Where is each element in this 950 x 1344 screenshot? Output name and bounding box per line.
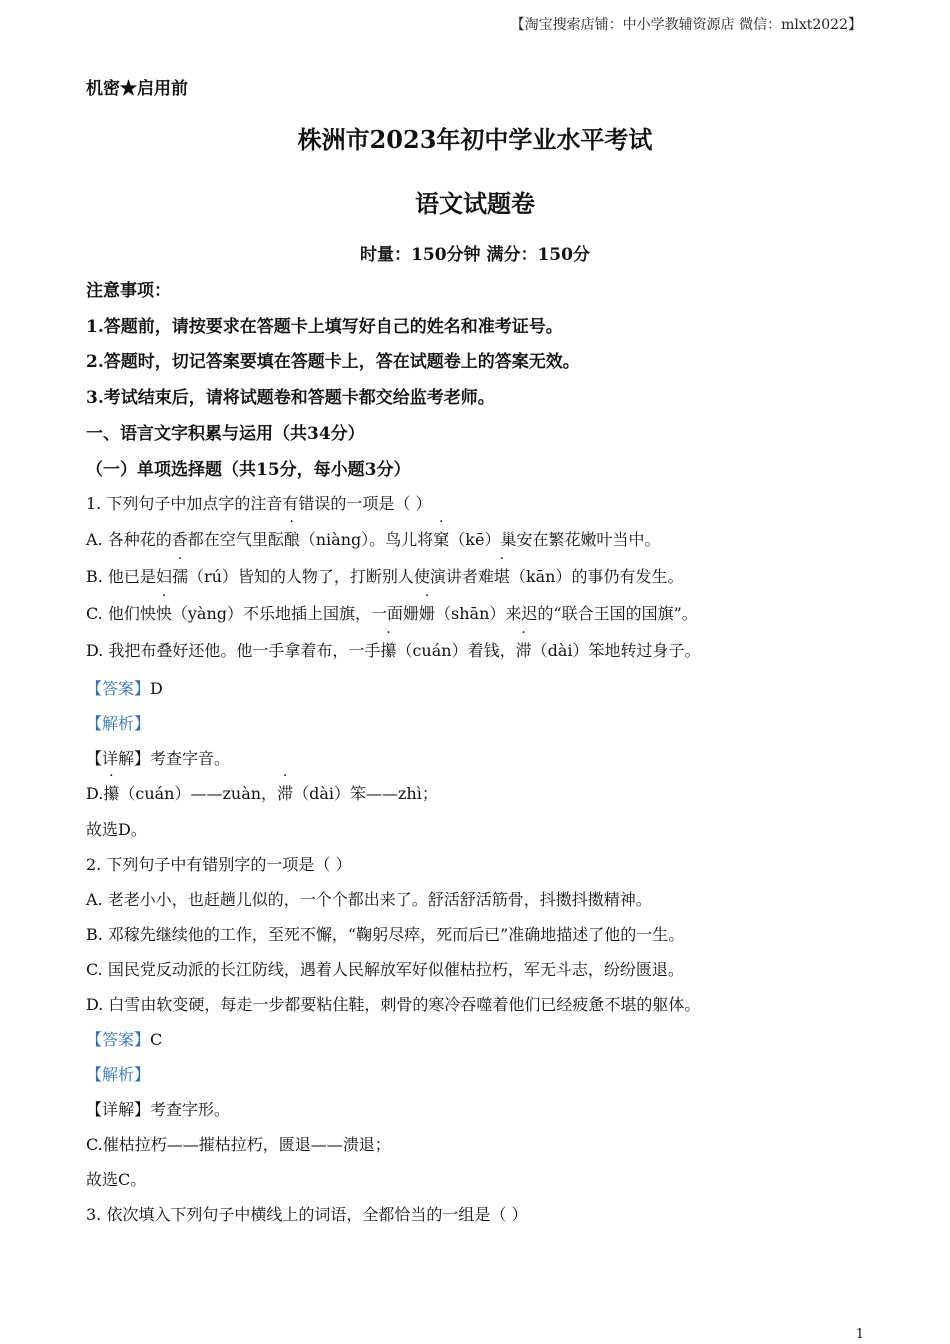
question-2-stem: 2. 下列句子中有错别字的一项是（ ）	[86, 855, 352, 874]
dotted-char: 孺	[171, 567, 188, 586]
answer-tag: 【答案】	[86, 1030, 151, 1049]
dotted-char: 攥	[380, 641, 397, 660]
answer-tag: 【答案】	[86, 679, 151, 698]
dotted-char: 堪	[493, 567, 510, 586]
header-note: 【淘宝搜索店铺：中小学教辅资源店 微信：mlxt2022】	[510, 17, 862, 33]
exam-title: 株洲市2023年初中学业水平考试	[297, 125, 653, 154]
notice-heading: 注意事项：	[86, 281, 171, 301]
question-2-option-a: A. 老老小小，也赶趟儿似的，一个个都出来了。舒活舒活筋骨，抖擞抖擞精神。	[86, 890, 652, 909]
confidential-mark: 机密★启用前	[86, 79, 188, 99]
exam-subtitle: 语文试题卷	[415, 189, 535, 218]
analysis-tag: 【解析】	[86, 1065, 151, 1084]
question-2-option-d: D. 白雪由软变硬，每走一步都要粘住鞋，刺骨的寒冷吞噬着他们已经疲惫不堪的躯体。	[86, 995, 701, 1014]
dotted-char: 窠	[433, 530, 450, 549]
question-1-fix: D.攥（cuán）——zuàn，滞（dài）笨——zhì；	[86, 781, 438, 804]
dotted-char: 怏	[155, 604, 172, 623]
question-2-conclusion: 故选C。	[86, 1170, 147, 1189]
question-1-detail: 【详解】考查字音。	[86, 749, 231, 768]
dotted-char: 滞	[277, 784, 294, 803]
subsection-heading: （一）单项选择题（共15分，每小题3分）	[86, 460, 411, 480]
question-1-option-c: C. 他们怏怏（yàng）不乐地插上国旗，一面姗姗（shān）来迟的“联合王国的国旗”。	[86, 601, 698, 624]
question-1-answer: 【答案】D	[86, 679, 163, 698]
notice-item: 1.答题前，请按要求在答题卡上填写好自己的姓名和准考证号。	[86, 317, 563, 337]
section-heading: 一、语言文字积累与运用（共34分）	[86, 424, 365, 444]
notice-item: 3.考试结束后，请将试题卷和答题卡都交给监考老师。	[86, 388, 495, 408]
page-number: 1	[855, 1327, 864, 1342]
notice-item: 2.答题时，切记答案要填在答题卡上，答在试题卷上的答案无效。	[86, 352, 580, 372]
question-2-option-b: B. 邓稼先继续他的工作，至死不懈，“鞠躬尽瘁，死而后已”准确地描述了他的一生。	[86, 925, 685, 944]
dotted-char: 姗	[419, 604, 436, 623]
question-2-option-c: C. 国民党反动派的长江防线，遇着人民解放军好似催枯拉朽，军无斗志，纷纷匮退。	[86, 960, 684, 979]
question-1-conclusion: 故选D。	[86, 820, 147, 839]
dotted-char: 攥	[103, 784, 120, 803]
analysis-tag: 【解析】	[86, 714, 151, 733]
question-3-stem: 3. 依次填入下列句子中横线上的词语，全都恰当的一组是（ ）	[86, 1205, 528, 1224]
question-1-option-d: D. 我把布叠好还他。他一手拿着布，一手攥（cuán）着钱，滞（dài）笨地转过身子。	[86, 638, 701, 661]
question-1-option-a: A. 各种花的香都在空气里酝酿（niàng）。鸟儿将窠（kē）巢安在繁花嫩叶当中。	[86, 527, 660, 550]
dotted-char: 滞	[515, 641, 532, 660]
question-2-fix: C.催枯拉朽——摧枯拉朽，匮退——溃退；	[86, 1135, 391, 1154]
question-2-detail: 【详解】考查字形。	[86, 1100, 231, 1119]
question-1-option-b: B. 他已是妇孺（rú）皆知的人物了，打断别人使演讲者难堪（kān）的事仍有发生。	[86, 564, 683, 587]
dotted-char: 酿	[283, 530, 300, 549]
question-1-stem: 1. 下列句子中加点字的注音有错误的一项是（ ）	[86, 494, 432, 513]
question-2-answer: 【答案】C	[86, 1030, 163, 1049]
time-info: 时量：150分钟 满分：150分	[360, 245, 590, 265]
